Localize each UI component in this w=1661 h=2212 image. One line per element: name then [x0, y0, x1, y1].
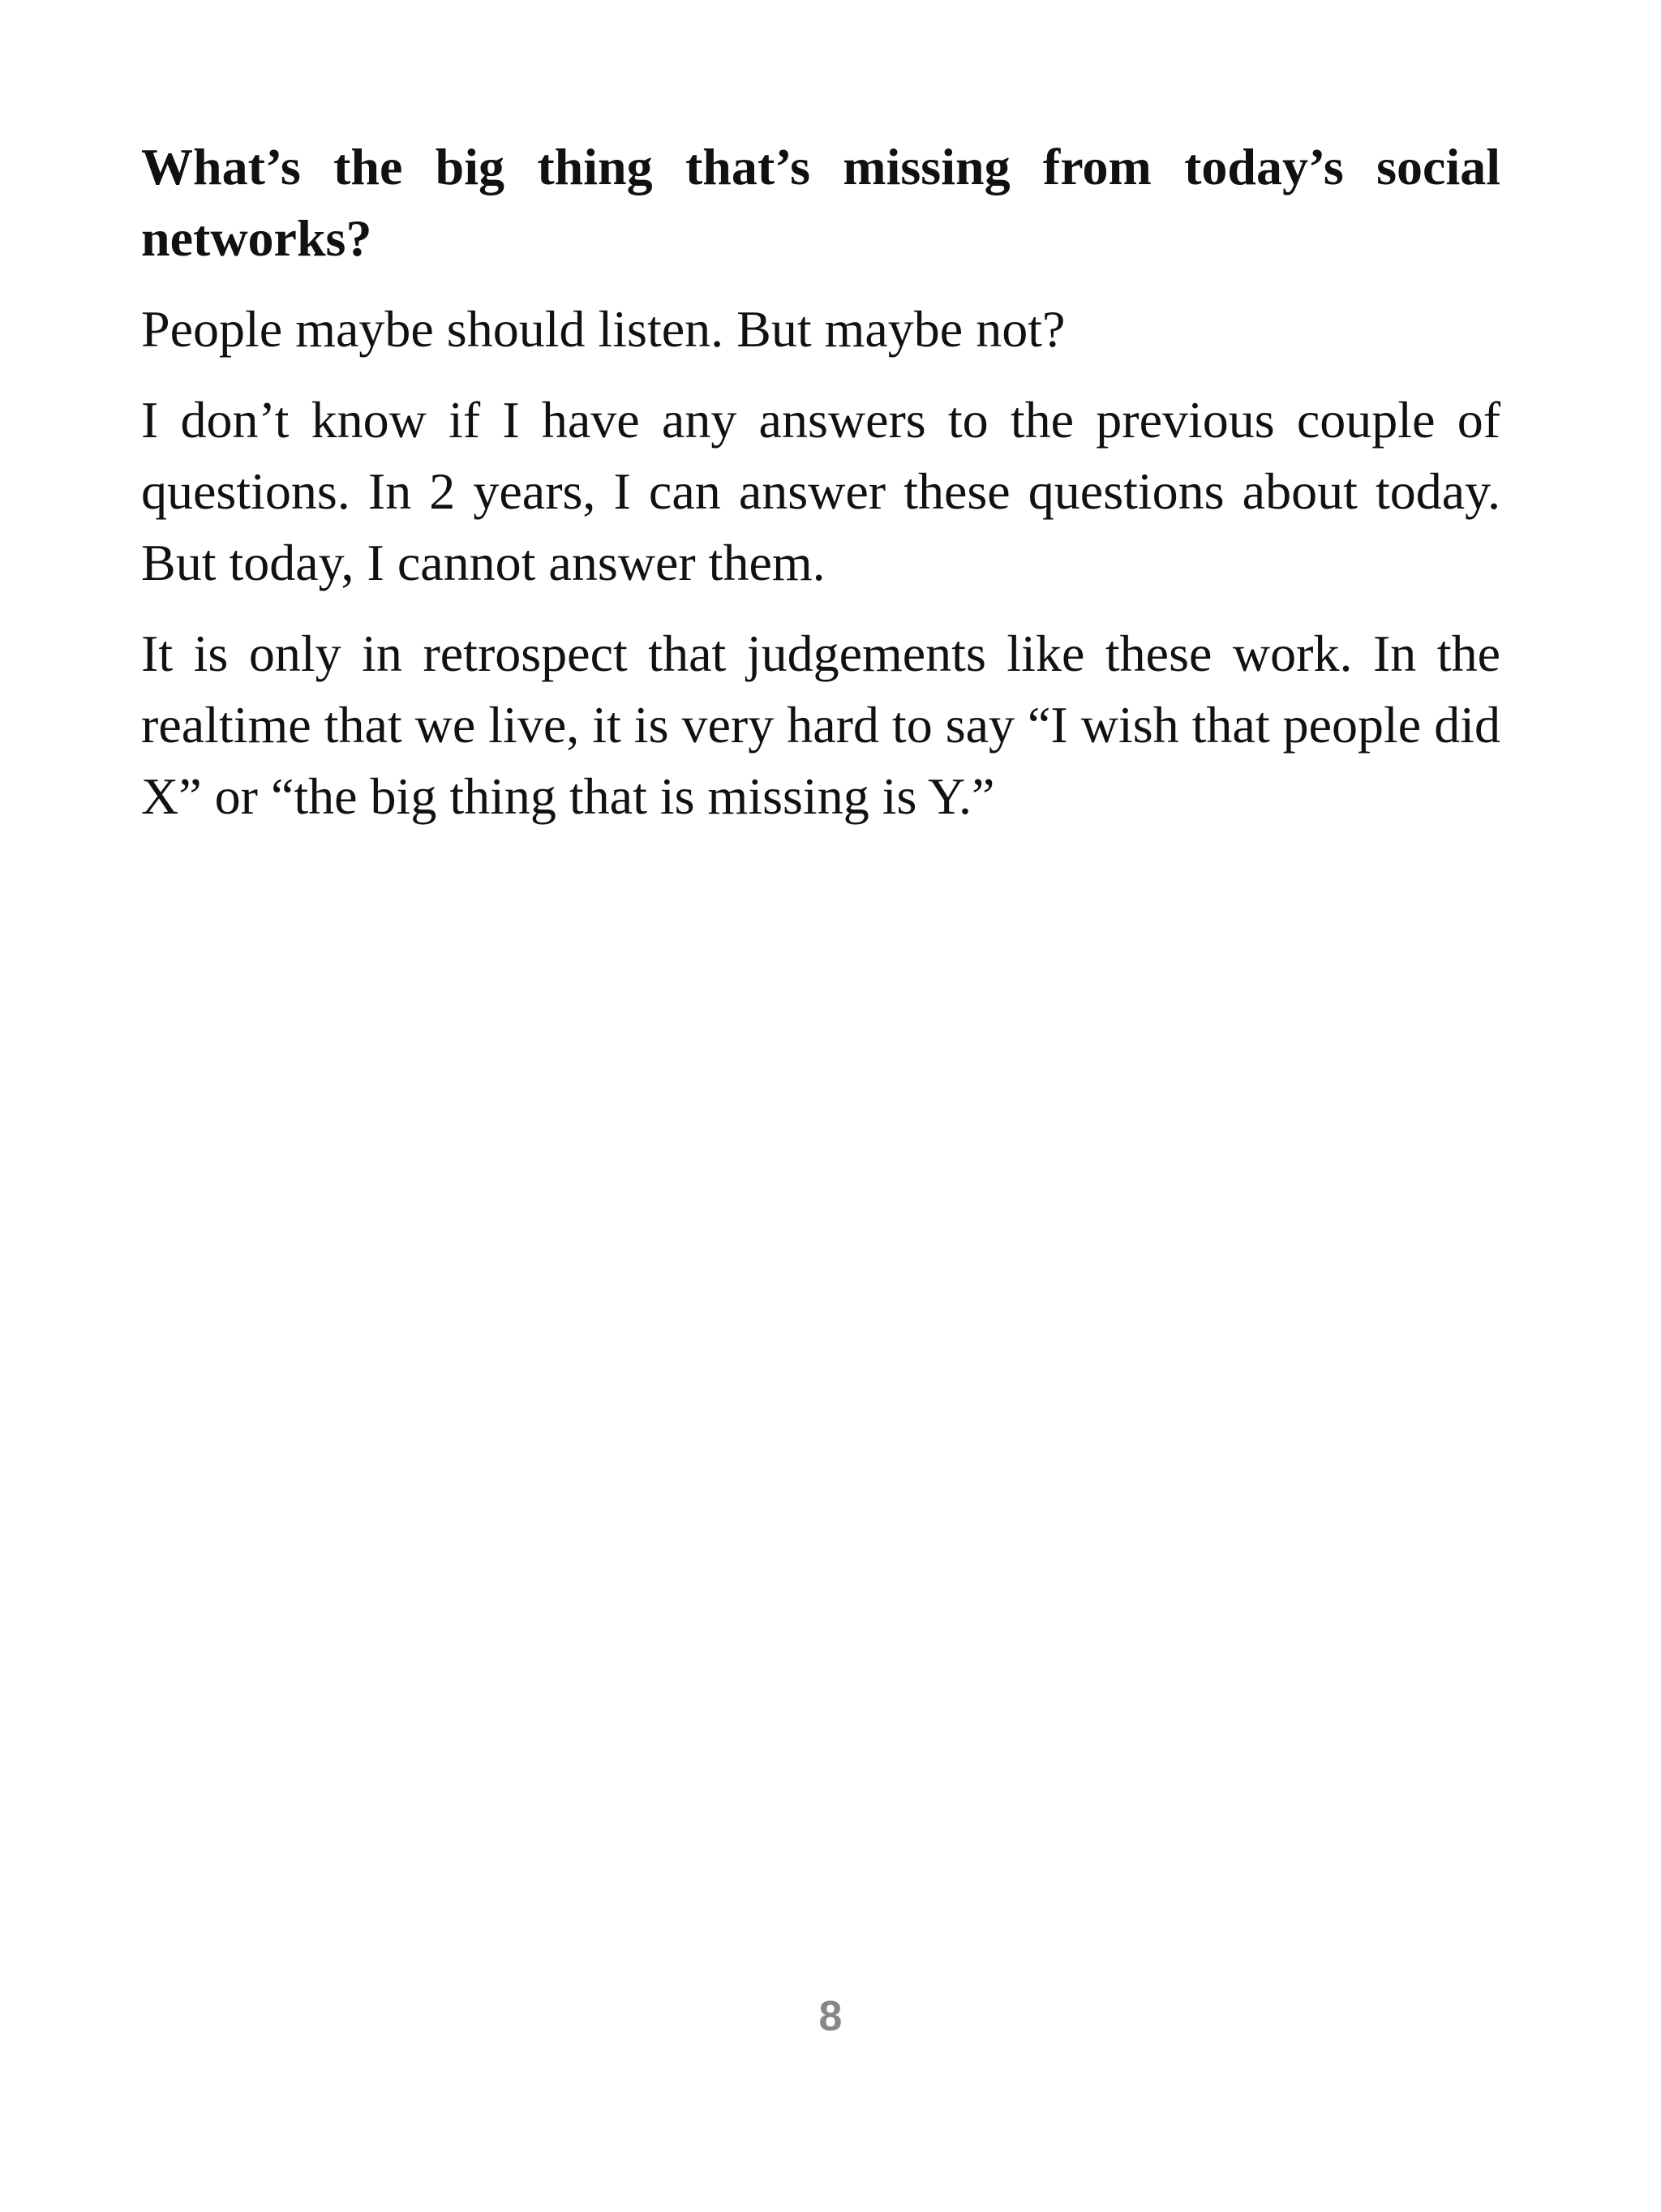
- paragraph-1: People maybe should listen. But maybe not?: [141, 300, 1066, 358]
- section-heading: What’s the big thing that’s missing from today’s social networks?: [141, 138, 1500, 267]
- page-number: 8: [818, 1993, 843, 2040]
- paragraph-2: I don’t know if I have any answers to the previous couple of questions. In 2 years, I can answer these questions about today. But today, I cannot answer them.: [141, 391, 1500, 591]
- page-body: [141, 131, 1500, 832]
- paragraph-3: It is only in retrospect that judgements like these work. In the realtime that we live, it is very hard to say “I wish that people did X” or “the big thing that is missing is Y.”: [141, 625, 1500, 825]
